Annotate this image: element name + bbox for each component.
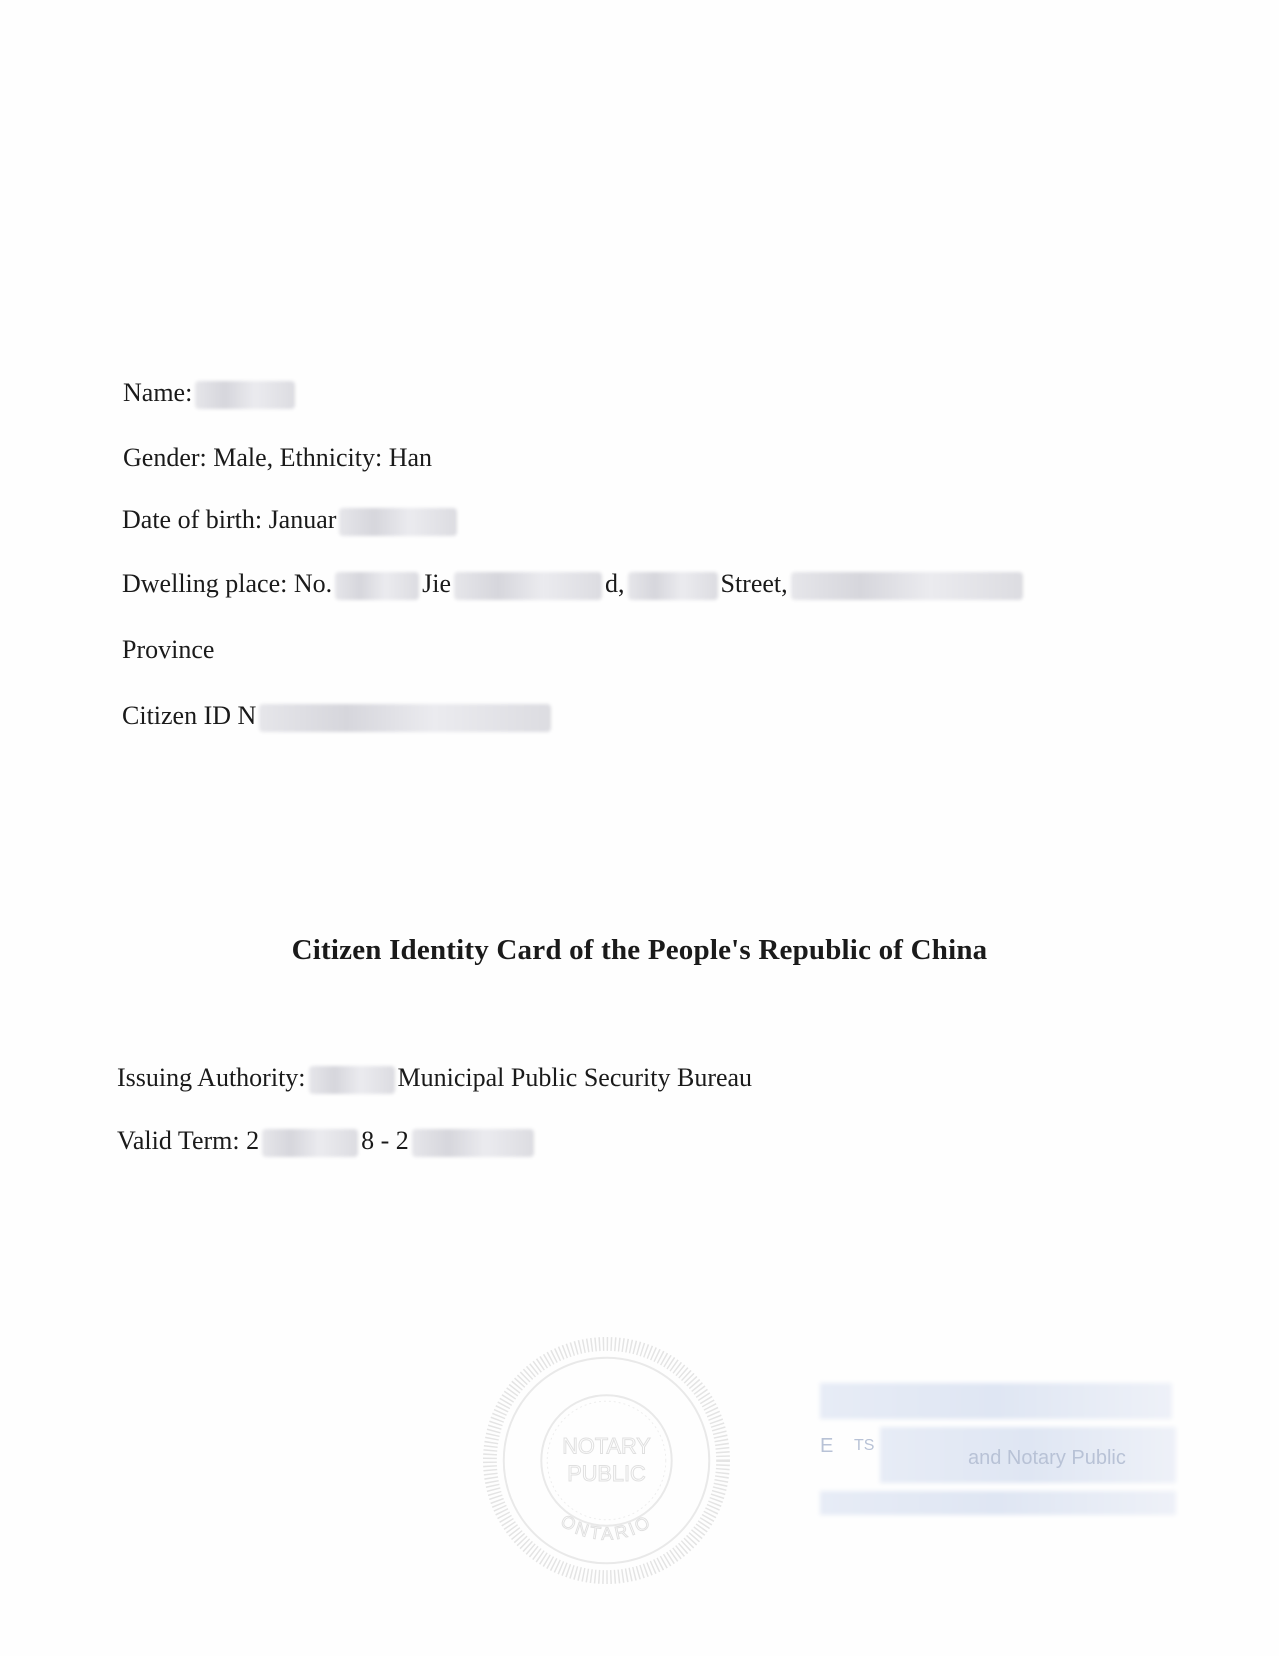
redacted-valid-from: [262, 1129, 358, 1157]
redacted-dwelling-district: [628, 572, 718, 600]
authority-label: Issuing Authority:: [117, 1063, 306, 1092]
sig-fragment-left: E: [820, 1435, 834, 1457]
dwelling-part-jie: Jie: [422, 569, 451, 598]
redacted-name: [195, 381, 295, 409]
card-title: Citizen Identity Card of the People's Republic of China: [291, 934, 988, 966]
notary-seal: [483, 1337, 730, 1584]
citizen-id-label: Citizen ID N: [122, 701, 257, 730]
notary-signature-block: [820, 1383, 1178, 1531]
seal-center-line1: NOTARY: [562, 1433, 651, 1459]
province-line: Province: [122, 635, 215, 664]
valid-term-line: [117, 1125, 537, 1157]
dwelling-part-street: Street,: [720, 569, 788, 598]
redacted-city: [309, 1066, 395, 1094]
dob-label: Date of birth: Januar: [122, 505, 337, 534]
sig-fragment-ts: TS: [854, 1437, 875, 1454]
seal-bottom-text: ONTARIO: [557, 1510, 656, 1544]
redacted-dwelling-number: [335, 572, 419, 600]
valid-term-mid: 8 - 2: [361, 1126, 409, 1155]
issuing-authority-line: [117, 1062, 752, 1094]
dob-line: [122, 504, 460, 536]
citizen-id-line: [122, 700, 554, 732]
dwelling-line: [122, 568, 1026, 600]
dwelling-label: Dwelling place: No.: [122, 569, 333, 598]
redacted-dwelling-road: [454, 572, 602, 600]
sig-fragment-right: and Notary Public: [968, 1447, 1126, 1469]
gender-ethnicity-line: Gender: Male, Ethnicity: Han: [123, 443, 433, 472]
sig-bar-top: [820, 1383, 1172, 1419]
dwelling-part-d: d,: [605, 569, 625, 598]
seal-center-line2: PUBLIC: [567, 1461, 646, 1487]
name-line: [123, 377, 298, 409]
redacted-citizen-id: [259, 704, 551, 732]
authority-value: Municipal Public Security Bureau: [397, 1063, 753, 1092]
svg-text:ONTARIO: [557, 1511, 655, 1544]
redacted-dwelling-city: [791, 572, 1023, 600]
sig-bar-bottom: [820, 1491, 1176, 1515]
redacted-valid-to: [412, 1129, 534, 1157]
redacted-dob: [339, 508, 457, 536]
name-label: Name:: [123, 378, 193, 407]
valid-term-label: Valid Term: 2: [117, 1126, 260, 1155]
